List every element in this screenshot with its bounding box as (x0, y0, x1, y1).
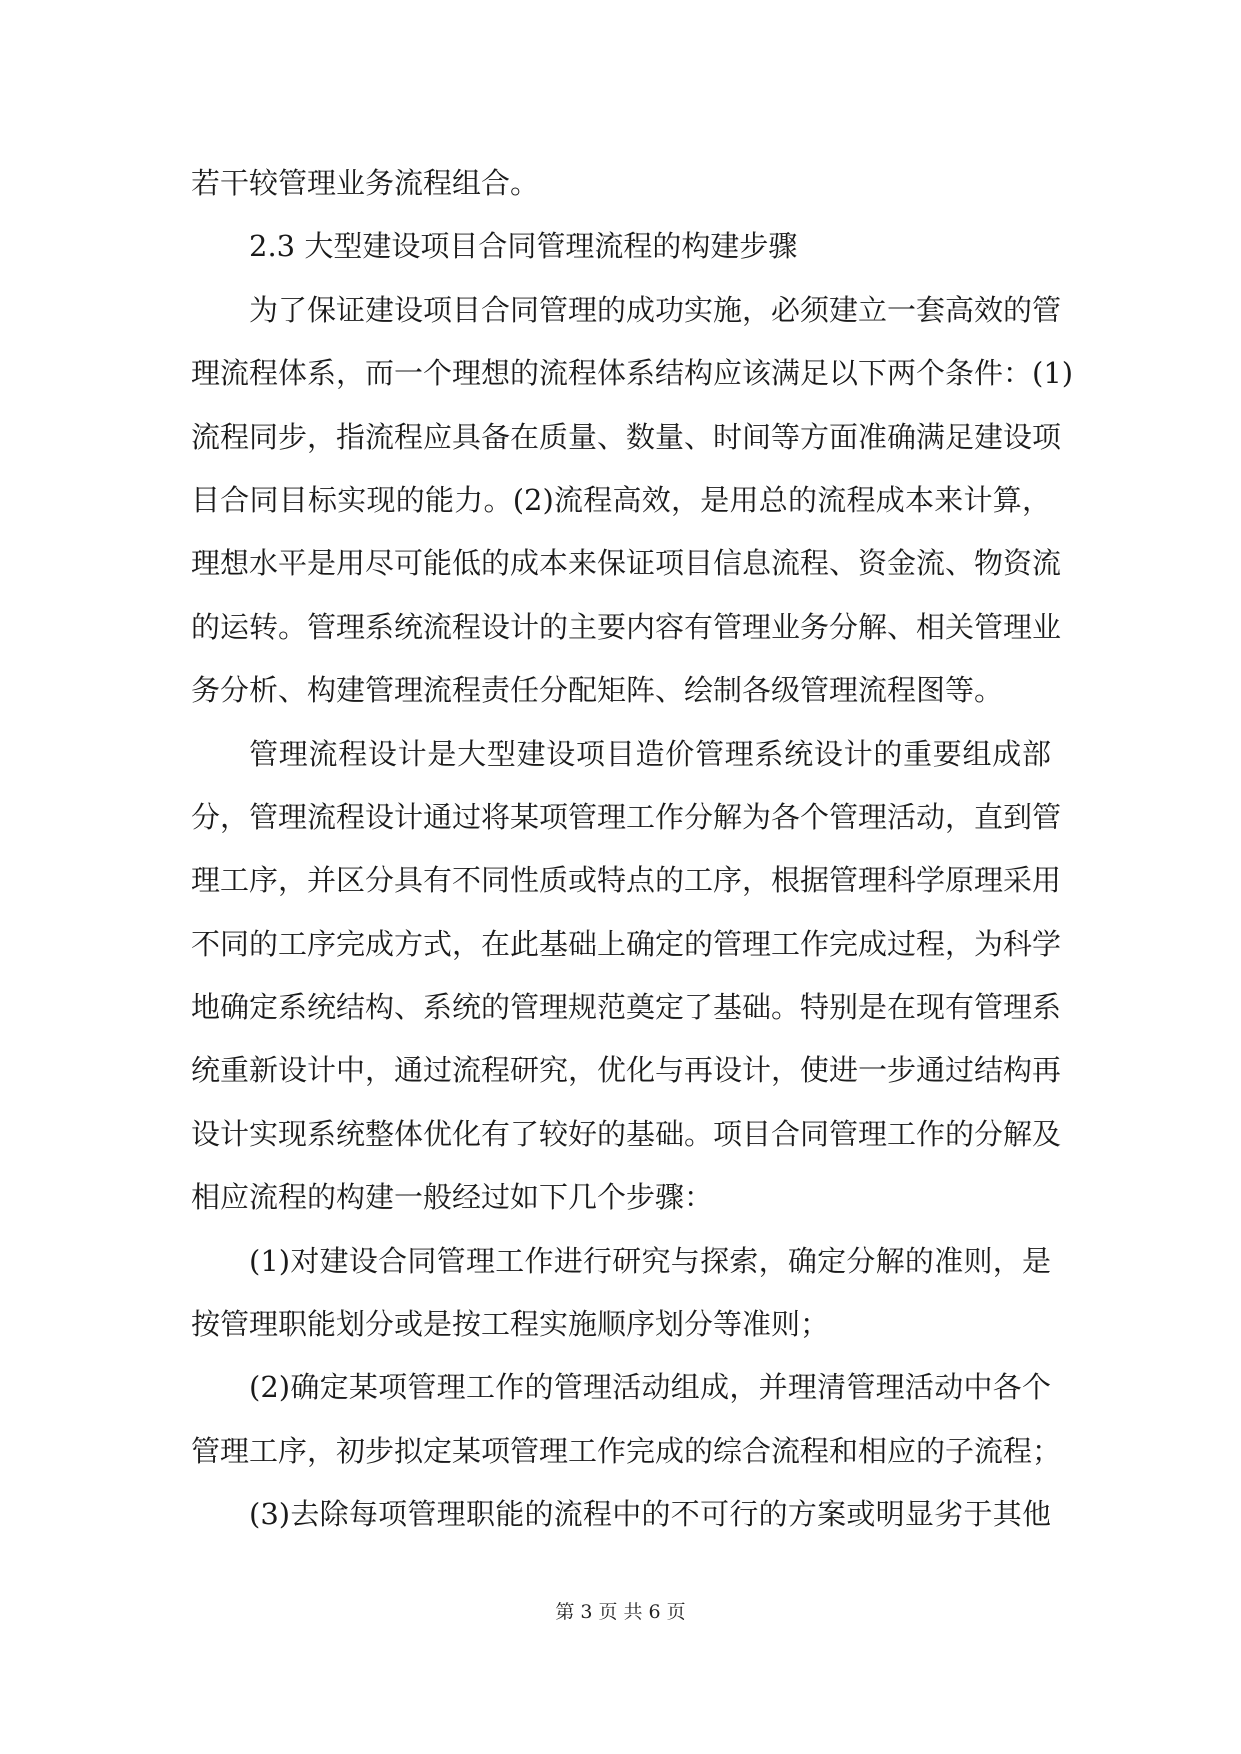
text-line: 相应流程的构建一般经过如下几个步骤： (191, 1180, 714, 1215)
document-body (191, 152, 1074, 1547)
text-line: 地确定系统结构、系统的管理规范奠定了基础。特别是在现有管理系 (191, 990, 1062, 1025)
text-line: 按管理职能划分或是按工程实施顺序划分等准则； (191, 1307, 830, 1342)
text-line: 流程同步，指流程应具备在质量、数量、时间等方面准确满足建设项 (191, 419, 1062, 454)
text-line: 设计实现系统整体优化有了较好的基础。项目合同管理工作的分解及 (191, 1116, 1062, 1151)
page-footer: 第 3 页 共 6 页 (555, 1601, 686, 1623)
text-line: 统重新设计中，通过流程研究，优化与再设计，使进一步通过结构再 (191, 1053, 1062, 1088)
text-line: 目合同目标实现的能力。(2)流程高效，是用总的流程成本来计算， (191, 482, 1051, 517)
text-line: 的运转。管理系统流程设计的主要内容有管理业务分解、相关管理业 (191, 609, 1062, 644)
text-line: 理流程体系，而一个理想的流程体系结构应该满足以下两个条件：(1) (191, 356, 1074, 391)
text-line: 若干较管理业务流程组合。 (191, 166, 540, 200)
text-line: 管理流程设计是大型建设项目造价管理系统设计的重要组成部 (249, 736, 1051, 771)
text-line: 分，管理流程设计通过将某项管理工作分解为各个管理活动，直到管 (191, 799, 1062, 834)
text-line: (1)对建设合同管理工作进行研究与探索，确定分解的准则，是 (249, 1243, 1051, 1278)
text-line: 理工序，并区分具有不同性质或特点的工序，根据管理科学原理采用 (191, 863, 1062, 898)
text-line: 务分析、构建管理流程责任分配矩阵、绘制各级管理流程图等。 (191, 673, 1004, 708)
text-line: 2.3 大型建设项目合同管理流程的构建步骤 (249, 229, 798, 264)
text-line: 不同的工序完成方式，在此基础上确定的管理工作完成过程，为科学 (191, 926, 1062, 961)
text-line: 理想水平是用尽可能低的成本来保证项目信息流程、资金流、物资流 (191, 546, 1062, 581)
text-line: 管理工序，初步拟定某项管理工作完成的综合流程和相应的子流程； (191, 1433, 1062, 1468)
text-line: (3)去除每项管理职能的流程中的不可行的方案或明显劣于其他 (249, 1497, 1051, 1532)
text-line: (2)确定某项管理工作的管理活动组成，并理清管理活动中各个 (249, 1370, 1051, 1405)
text-line: 为了保证建设项目合同管理的成功实施，必须建立一套高效的管 (249, 292, 1062, 327)
